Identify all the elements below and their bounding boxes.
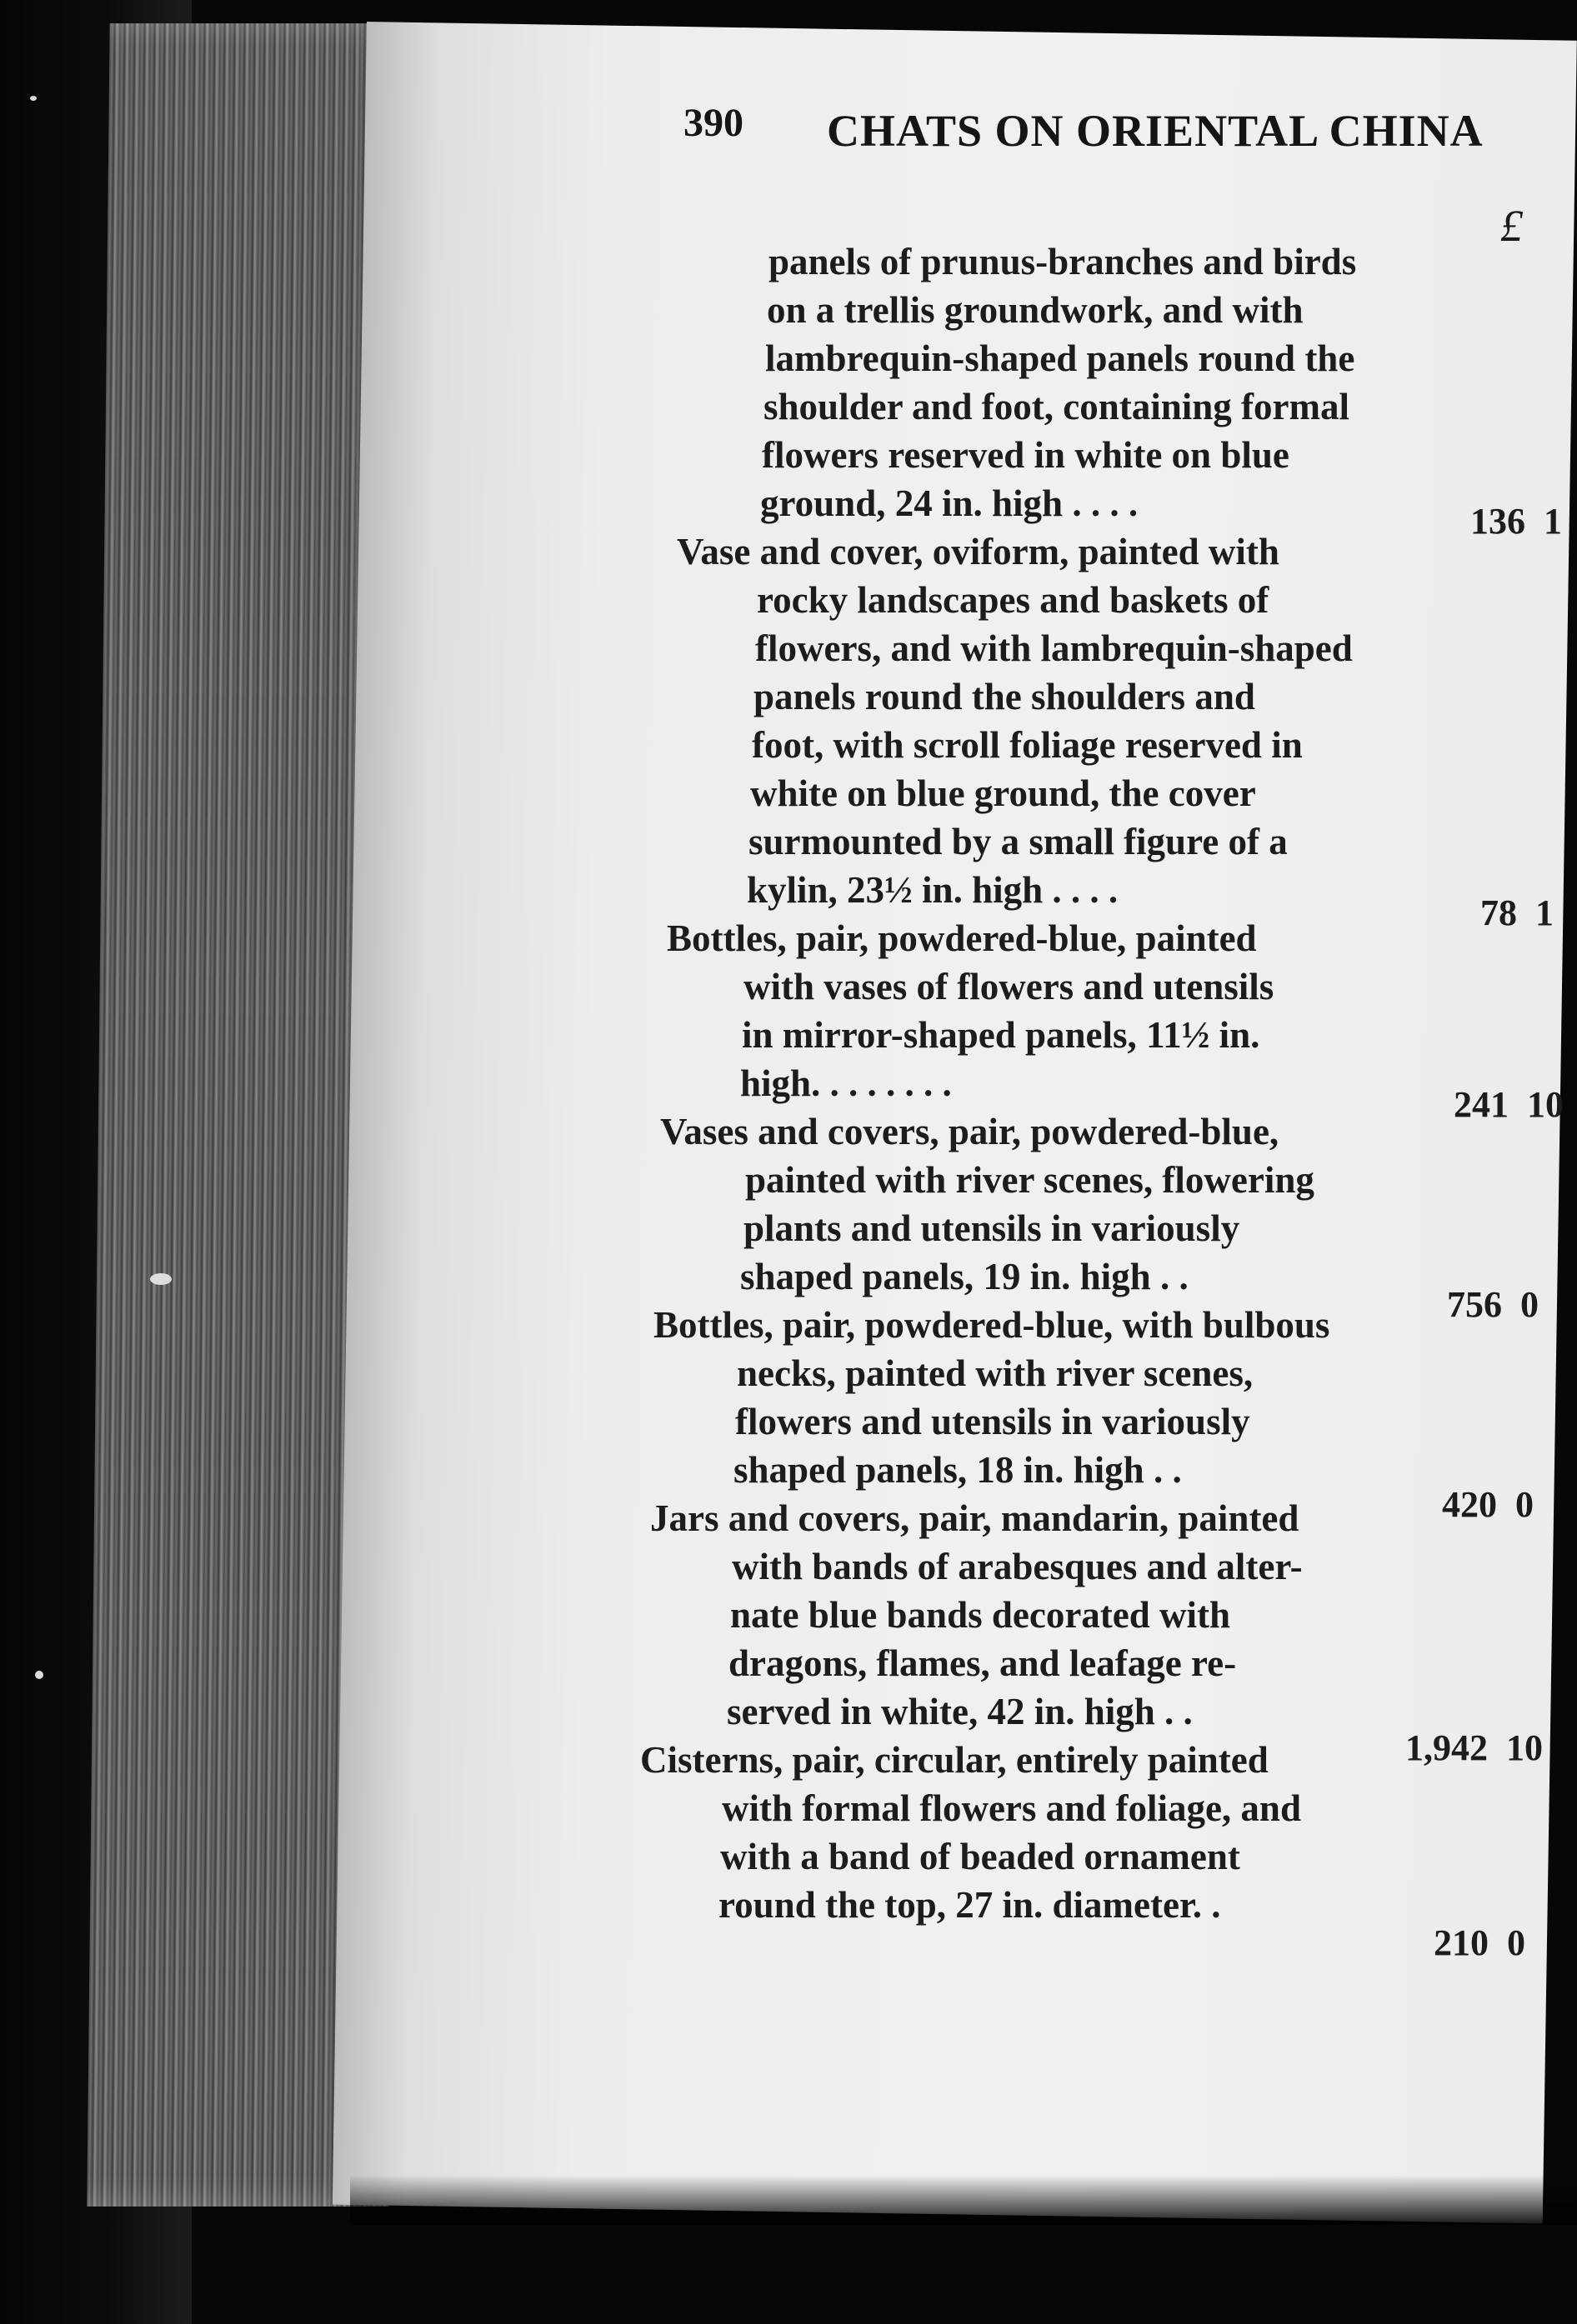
entry-line: necks, painted with river scenes, [737,1352,1254,1394]
entry-line: Cisterns, pair, circular, entirely painted [640,1739,1269,1781]
dust-speck [150,1273,172,1285]
price-shillings: 0 [1520,1284,1539,1325]
price-shillings: 1 [1544,501,1562,542]
price-pounds: 78 [1480,892,1517,933]
entry-line: shoulder and foot, containing formal [763,386,1349,427]
price-entry [1442,1483,1534,1526]
price-entry [1405,1727,1543,1769]
dust-speck [30,96,37,101]
price-entry [1434,1922,1525,1964]
entry-line: surmounted by a small figure of a [748,821,1288,862]
entry-line: high. . . . . . . . [740,1062,952,1104]
price-shillings: 0 [1515,1484,1534,1525]
price-shillings: 0 [1507,1922,1525,1963]
entry-line: nate blue bands decorated with [730,1594,1231,1636]
entry-line: shaped panels, 18 in. high . . [733,1449,1182,1491]
entry-line: painted with river scenes, flowering [745,1159,1314,1201]
entry-line: on a trellis groundwork, and with [767,289,1304,331]
price-shillings: 1 [1535,892,1554,933]
entry-line: plants and utensils in variously [743,1207,1240,1249]
entry-line: with formal flowers and foliage, and [722,1787,1301,1829]
entry-line: Vases and covers, pair, powdered-blue, [660,1111,1279,1152]
entry-line: rocky landscapes and baskets of [757,579,1269,621]
entry-line: lambrequin-shaped panels round the [765,337,1355,379]
entry-line: Vase and cover, oviform, painted with [677,531,1279,572]
entry-line: panels of prunus-branches and birds [768,241,1357,282]
entry-line: Bottles, pair, powdered-blue, painted [667,917,1257,959]
price-pounds: 136 [1470,501,1525,542]
entry-line: dragons, flames, and leafage re- [728,1642,1237,1684]
running-title: CHATS ON ORIENTAL CHINA [827,106,1484,156]
price-pounds: 241 [1454,1084,1509,1125]
entry-line: served in white, 42 in. high . . [727,1691,1193,1732]
entry-line: foot, with scroll foliage reserved in [752,724,1303,766]
price-entry [1470,500,1562,542]
entry-line: with bands of arabesques and alter- [732,1546,1303,1587]
entry-line: in mirror-shaped panels, 11½ in. [742,1014,1260,1056]
price-entry [1480,892,1554,934]
entry-line: panels round the shoulders and [753,676,1255,717]
entry-line: shaped panels, 19 in. high . . [740,1256,1189,1297]
entry-line: ground, 24 in. high . . . . [760,482,1139,524]
price-pounds: 420 [1442,1484,1497,1525]
currency-symbol: £ [1500,201,1523,251]
price-entry [1454,1083,1564,1126]
entry-line: Bottles, pair, powdered-blue, with bulbous [653,1304,1330,1346]
entry-line: flowers, and with lambrequin-shaped [755,627,1353,669]
dust-speck [35,1671,43,1679]
price-shillings: 10 [1527,1084,1564,1125]
entry-line: Jars and covers, pair, mandarin, painted [650,1497,1299,1539]
entry-line: round the top, 27 in. diameter. . [718,1884,1221,1926]
price-shillings: 10 [1506,1727,1543,1768]
entry-line: kylin, 23½ in. high . . . . [747,869,1119,911]
entry-line: white on blue ground, the cover [750,772,1256,814]
price-entry [1447,1283,1539,1326]
page-number: 390 [683,101,743,145]
entry-line: flowers and utensils in variously [735,1401,1250,1442]
price-pounds: 210 [1434,1922,1489,1963]
price-pounds: 1,942 [1405,1727,1488,1768]
entry-line: flowers reserved in white on blue [762,434,1289,476]
page-bottom-shadow [350,2175,1577,2225]
price-pounds: 756 [1447,1284,1502,1325]
entry-line: with a band of beaded ornament [720,1836,1240,1877]
entry-line: with vases of flowers and utensils [743,966,1274,1007]
